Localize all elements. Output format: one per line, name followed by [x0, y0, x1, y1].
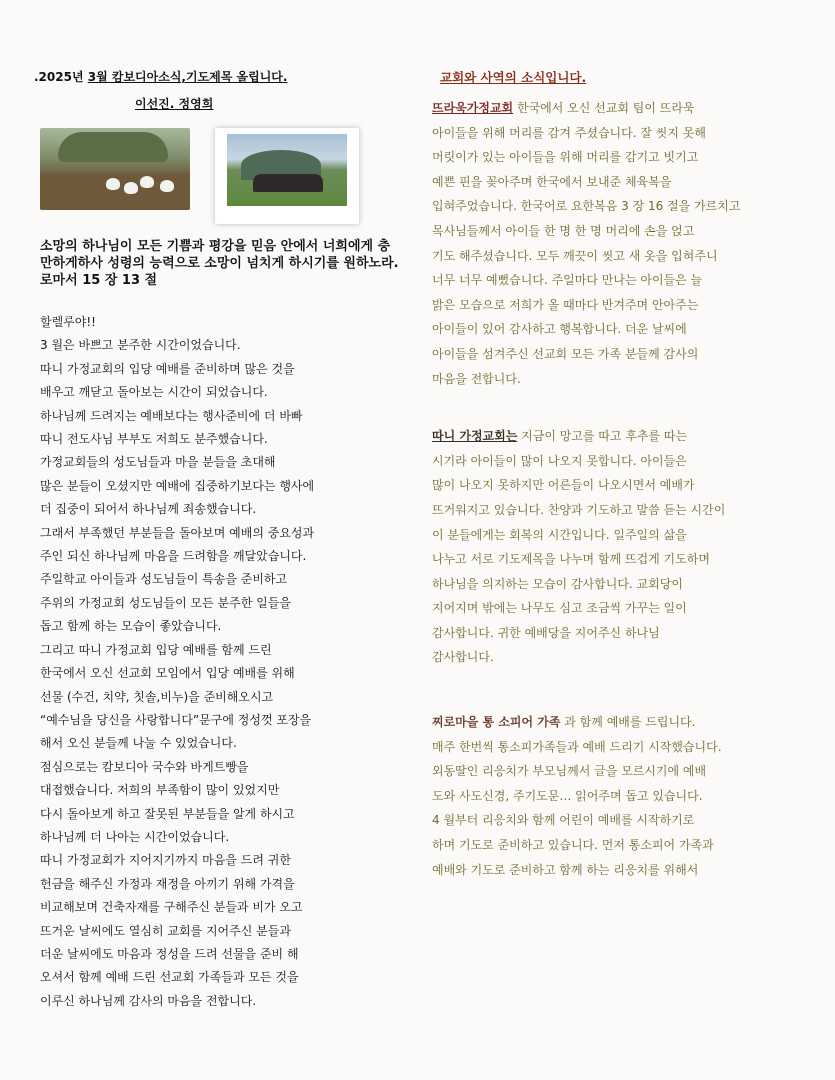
paragraph-line: [432, 621, 802, 646]
paragraph-line: [432, 523, 802, 548]
paragraph-line: [432, 367, 802, 392]
paragraph-text: 너무 너무 예뻤습니다. 주일마다 만나는 아이들은 늘: [432, 273, 703, 288]
left-line: 더 집중이 되어서 하나님께 죄송했습니다.: [40, 502, 257, 517]
left-line: 그래서 부족했던 부분들을 돌아보며 예배의 중요성과: [40, 525, 315, 540]
left-column: [34, 68, 400, 1013]
left-line: 뜨거운 날씨에도 열심히 교회를 지어주신 분들과: [40, 923, 291, 938]
paragraph-line: [432, 784, 802, 809]
paragraph-text: 목사님들께서 아이들 한 명 한 명 머리에 손을 얹고: [432, 223, 695, 238]
left-line: 하나님께 더 나아는 시간이었습니다.: [40, 829, 230, 844]
left-line: 따니 가정교회의 입당 예배를 준비하며 많은 것을: [40, 361, 295, 376]
left-line: 주일학교 아이들과 성도님들이 특송을 준비하고: [40, 572, 288, 587]
paragraph-line: [432, 268, 802, 293]
paragraph-text: 감사합니다.: [432, 650, 494, 665]
paragraph-text: 예쁜 핀을 꽂아주며 한국에서 보내준 체육복을: [432, 174, 672, 189]
left-line: 해서 오신 분들께 나눌 수 있었습니다.: [40, 736, 237, 751]
paragraph-line: [432, 572, 802, 597]
paragraph-lead: 뜨라욱가정교회: [432, 101, 514, 115]
paragraph-lead: 따니 가정교회는: [432, 429, 518, 444]
left-line: 그리고 따니 가정교회 입당 예배를 함께 드린: [40, 642, 272, 657]
title-prefix: .2025년: [34, 70, 88, 84]
bible-verse: 소망의 하나님이 모든 기쁨과 평강을 믿음 안에서 너희에게 충만하게하사 성령의 능력으로 소망이 넘치게 하시기를 원하노라. 로마서 15 장 13 절: [40, 239, 399, 288]
paragraph-text: 아이들을 위해 머리를 감겨 주셨습니다. 잘 씻지 못해: [432, 125, 706, 140]
left-line: 점심으로는 캄보디아 국수와 바게트빵을: [40, 759, 249, 774]
left-line: 따니 가정교회가 지어지기까지 마음을 드려 귀한: [40, 853, 291, 868]
paragraph-line: [432, 424, 802, 449]
left-line: 하나님께 드려지는 예배보다는 행사준비에 더 바빠: [40, 408, 303, 423]
paragraph-line: [432, 735, 802, 760]
paragraph-line: [432, 170, 802, 195]
left-line: 이루신 하나님께 감사의 마음을 전합니다.: [40, 993, 257, 1008]
paragraph-chiro: [432, 710, 802, 882]
paragraph-line: [432, 596, 802, 621]
paragraph-text: 시기라 아이들이 많이 나오지 못합니다. 아이들은: [432, 453, 687, 468]
left-line: 가정교회들의 성도님들과 마을 분들을 초대해: [40, 455, 276, 470]
title-month: 3월: [87, 70, 108, 84]
paragraph-text: 머릿이가 있는 아이들을 위해 머리를 감기고 빗기고: [432, 150, 699, 165]
paragraph-line: [432, 145, 802, 170]
paragraph-line: [432, 498, 802, 523]
left-line: 주인 되신 하나님께 마음을 드려함을 깨달았습니다.: [40, 549, 307, 564]
paragraph-text: 이 분들에게는 회복의 시간입니다. 일주일의 삶을: [432, 527, 687, 542]
paragraph-text: 하나님을 의지하는 모습이 감사합니다. 교회당이: [432, 576, 683, 591]
paragraph-text: 아이들을 섬겨주신 선교회 모든 가족 분들께 감사의: [432, 346, 699, 361]
left-body-text: [40, 311, 400, 1013]
section-title: 교회와 사역의 소식입니다.: [440, 70, 587, 85]
paragraph-line: [432, 121, 802, 146]
paragraph-text: 과 함께 예배를 드립니다.: [560, 715, 696, 730]
left-line: 다시 돌아보게 하고 잘못된 부분들을 알게 하시고: [40, 806, 295, 821]
paragraph-text: 외동딸인 리응치가 부모님께서 글을 모르시기에 예배: [432, 764, 707, 779]
left-line: 한국에서 오신 선교회 모임에서 입당 예배를 위해: [40, 666, 295, 681]
paragraph-text: 밝은 모습으로 저희가 올 때마다 반겨주며 안아주는: [432, 297, 699, 312]
paragraph-line: [432, 293, 802, 318]
left-line: 배우고 깨닫고 돌아보는 시간이 되었습니다.: [40, 385, 268, 400]
paragraph-text: 감사합니다. 귀한 예배당을 지어주신 하나님: [432, 625, 660, 640]
left-line: 대접했습니다. 저희의 부족함이 많이 있었지만: [40, 783, 280, 798]
paragraph-text: 매주 한번씩 통소피가족들과 예배 드리기 시작했습니다.: [432, 739, 722, 754]
left-line: 선물 (수건, 치약, 칫솔,비누)을 준비해오시고: [40, 689, 274, 704]
paragraph-line: [432, 342, 802, 367]
paragraph-line: [432, 194, 802, 219]
paragraph-text: 기도 해주셨습니다. 모두 깨끗이 씻고 새 옷을 입혀주니: [432, 248, 718, 263]
left-line: 3 월은 바쁘고 분주한 시간이었습니다.: [40, 338, 241, 353]
left-line: “예수님을 당신을 사랑합니다”문구에 정성껏 포장을: [40, 712, 312, 727]
authors: 이선진. 정영희: [135, 97, 214, 111]
left-line: 할렐루야!!: [40, 315, 96, 329]
paragraph-line: [432, 219, 802, 244]
paragraph-text: 지어지며 밖에는 나무도 심고 조금씩 가꾸는 일이: [432, 601, 687, 616]
paragraph-text: 많이 나오지 못하지만 어른들이 나오시면서 예배가: [432, 478, 695, 493]
paragraph-text: 예배와 기도로 준비하고 함께 하는 리응치를 위해서: [432, 862, 699, 877]
paragraph-text: 나누고 서로 기도제목을 나누며 함께 뜨겁게 기도하며: [432, 552, 710, 567]
paragraph-text: 한국에서 오신 선교회 팀이 뜨라욱: [513, 101, 695, 115]
photo-row: [40, 128, 400, 226]
left-line: 헌금을 해주신 가정과 재정을 아끼기 위해 가격을: [40, 876, 295, 891]
paragraph-text: 하며 기도로 준비하고 있습니다. 먼저 통소피어 가족과: [432, 838, 714, 853]
paragraph-text: 4 월부터 리응치와 함께 어린이 예배를 시작하기로: [432, 813, 695, 828]
right-column: [432, 68, 802, 882]
title-rest: 캄보디아소식,기도제목 올립니다.: [107, 70, 288, 84]
paragraph-text: 아이들이 있어 감사하고 행복합니다. 더운 날씨에: [432, 322, 687, 337]
geese-photo: [40, 128, 190, 210]
paragraph-line: [432, 244, 802, 269]
paragraph-line: [432, 96, 802, 121]
paragraph-traeuk: [432, 96, 802, 391]
left-line: 더운 날씨에도 마음과 정성을 드려 선물을 준비 해: [40, 946, 299, 961]
paragraph-text: 도와 사도신경, 주기도문… 읽어주며 돕고 있습니다.: [432, 788, 703, 803]
left-line: 많은 분들이 오셨지만 예배에 집중하기보다는 행사에: [40, 478, 315, 493]
paragraph-text: 뜨거워지고 있습니다. 찬양과 기도하고 말씀 듣는 시간이: [432, 502, 726, 517]
newsletter-title: [34, 68, 400, 85]
paragraph-line: [432, 645, 802, 670]
paragraph-line: [432, 449, 802, 474]
paragraph-line: [432, 547, 802, 572]
paragraph-line: [432, 473, 802, 498]
paragraph-line: [432, 858, 802, 883]
paragraph-text: 마음을 전합니다.: [432, 371, 521, 386]
left-line: 비교해보며 건축자재를 구해주신 분들과 비가 오고: [40, 900, 303, 915]
paragraph-lead: 찌로마을 통 소피어 가족: [432, 715, 561, 730]
left-line: 오셔서 함께 예배 드린 선교회 가족들과 모든 것을: [40, 970, 299, 985]
left-line: 돕고 함께 하는 모습이 좋았습니다.: [40, 619, 222, 634]
left-line: 따니 전도사님 부부도 저희도 분주했습니다.: [40, 432, 268, 447]
paragraph-text: 입혀주었습니다. 한국어로 요한복음 3 장 16 절을 가르치고: [432, 199, 741, 214]
paragraph-text: 지금이 망고를 따고 후추를 따는: [517, 429, 688, 444]
paragraph-line: [432, 317, 802, 342]
paragraph-line: [432, 710, 802, 735]
paragraph-line: [432, 759, 802, 784]
paragraph-line: [432, 808, 802, 833]
group-photo: [215, 128, 359, 224]
paragraph-line: [432, 833, 802, 858]
paragraph-tani: [432, 424, 802, 670]
left-line: 주위의 가정교회 성도님들이 모든 분주한 일들을: [40, 595, 291, 610]
